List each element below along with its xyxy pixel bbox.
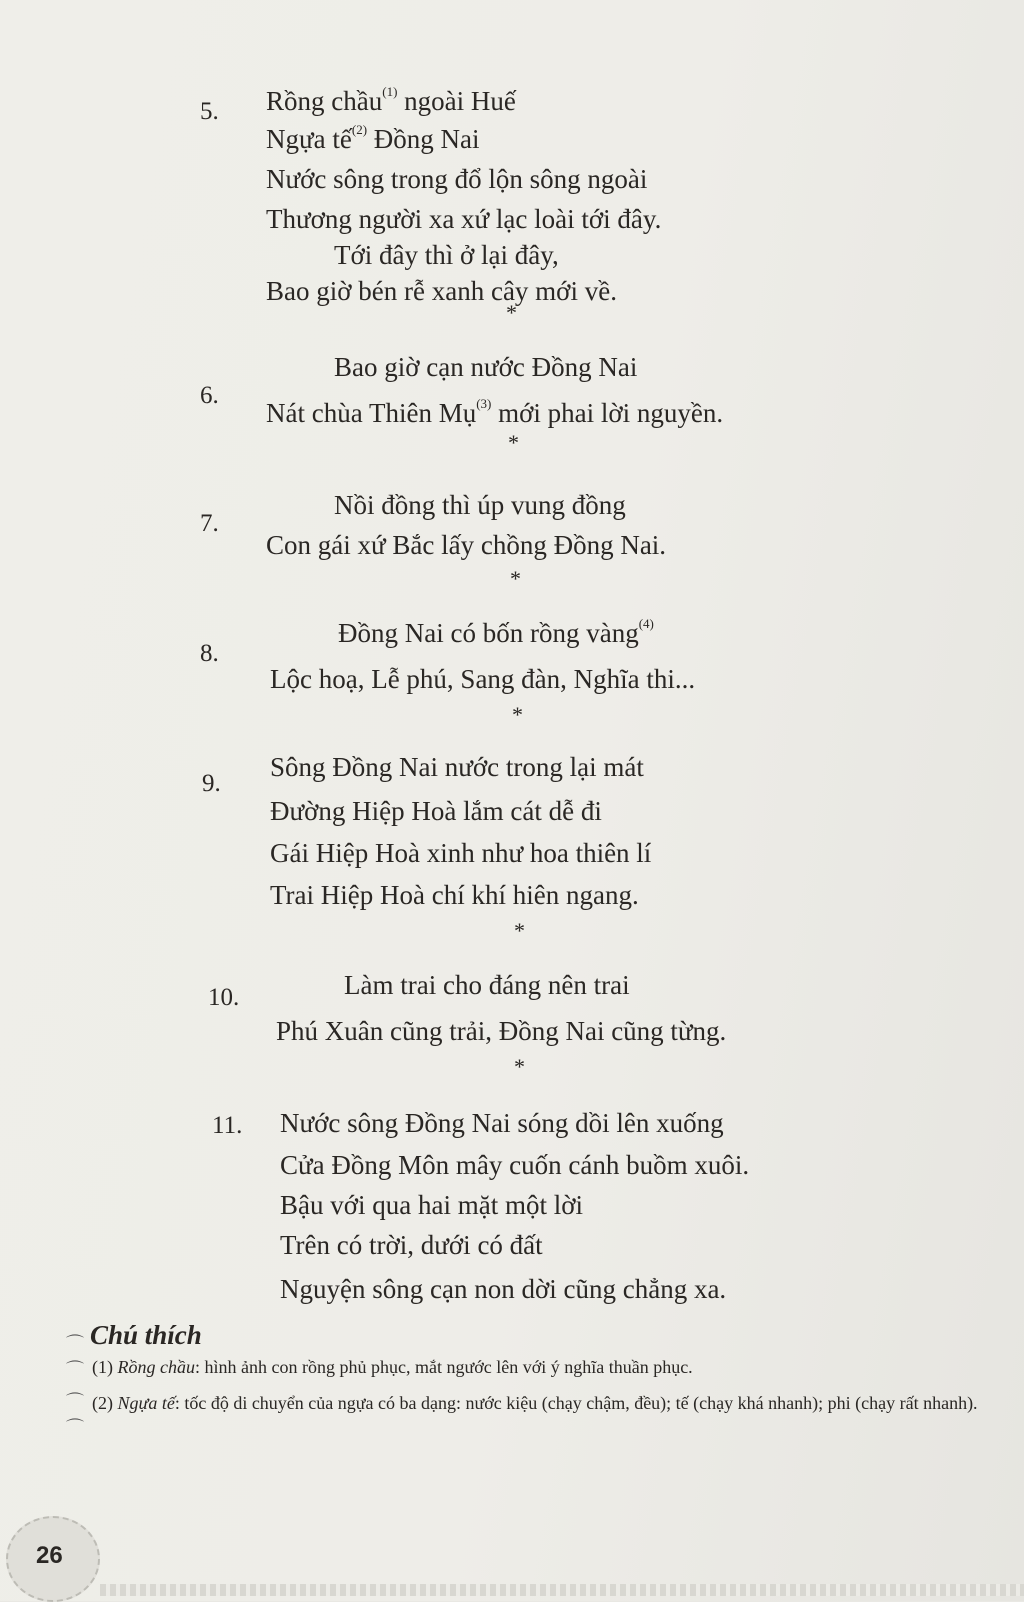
footnote-ref: (2) — [351, 122, 368, 137]
verse-text: Rồng chầu — [266, 86, 383, 116]
verse-separator: * — [510, 566, 521, 591]
verse-line — [334, 352, 637, 383]
notes-title: Chú thích — [90, 1320, 202, 1350]
verse-text: Đồng Nai — [367, 124, 480, 154]
footnote-ref: (1) — [382, 84, 398, 99]
verse-text: ngoài Huế — [397, 86, 516, 116]
verse-text: Nguyện sông cạn non dời cũng chẳng xa. — [280, 1274, 727, 1304]
verse-text: Nước sông trong đổ lộn sông ngoài — [266, 164, 648, 194]
verse-text: mới phai lời nguyền. — [491, 398, 724, 428]
footnote-ref: (3) — [476, 396, 492, 411]
verse-line — [280, 1190, 583, 1221]
verse-separator: * — [514, 1054, 525, 1079]
verse-line — [266, 276, 617, 307]
verse-number: 5. — [200, 98, 219, 125]
footnote-term: Ngựa tế — [117, 1393, 175, 1413]
verse-line — [344, 970, 630, 1001]
verse-line — [270, 796, 602, 827]
verse-text: Sông Đồng Nai nước trong lại mát — [270, 752, 644, 782]
verse-text: Nước sông Đồng Nai sóng dồi lên xuống — [280, 1108, 724, 1138]
footnote-text: : hình ảnh con rồng phủ phục, mắt ngước lên với ý nghĩa thuần phục. — [194, 1357, 693, 1377]
verse-text: Con gái xứ Bắc lấy chồng Đồng Nai. — [266, 530, 667, 560]
verse-separator: * — [508, 430, 519, 455]
verse-line — [266, 164, 647, 195]
verse-text: Bao giờ cạn nước Đồng Nai — [334, 352, 638, 382]
verse-text: Trên có trời, dưới có đất — [280, 1230, 543, 1260]
verse-line — [334, 240, 559, 271]
verse-separator: * — [512, 702, 523, 727]
verse-line — [270, 838, 651, 869]
verse-line — [280, 1274, 726, 1305]
page-number: 26 — [36, 1542, 63, 1569]
verse-text: Đường Hiệp Hoà lắm cát dễ đi — [270, 796, 602, 826]
verse-text: Tới đây thì ở lại đây, — [334, 240, 559, 270]
verse-number: 9. — [202, 770, 221, 797]
verse-line — [270, 752, 644, 783]
verse-text: Gái Hiệp Hoà xinh như hoa thiên lí — [270, 838, 652, 868]
footnote-text: : tốc độ di chuyển của ngựa có ba dạng: nước kiệu (chạy chậm, đều); tế (chạy khá nhanh); phi (chạy rất nhanh). — [174, 1393, 978, 1413]
verse-line — [280, 1108, 724, 1139]
verse-number: 10. — [208, 984, 240, 1011]
footnote-term: Rồng chầu — [117, 1357, 195, 1377]
verse-line — [266, 398, 723, 429]
margin-mark: ⌒ — [66, 1392, 84, 1412]
verse-number: 11. — [212, 1112, 243, 1139]
verse-line — [270, 880, 639, 911]
margin-mark: ⌒ — [66, 1418, 84, 1438]
footnote-label: (2) — [92, 1393, 113, 1413]
verse-text: Cửa Đồng Môn mây cuốn cánh buồm xuôi. — [280, 1150, 750, 1180]
verse-line — [276, 1016, 726, 1047]
margin-mark: ⌒ — [66, 1360, 84, 1380]
verse-line — [280, 1150, 749, 1181]
verse-line — [270, 664, 695, 695]
verse-text: Ngựa tế — [266, 124, 352, 154]
verse-line — [280, 1230, 543, 1261]
verse-line — [338, 618, 654, 649]
footnote-2 — [92, 1388, 1002, 1418]
verse-number: 6. — [200, 382, 219, 409]
footnote-label: (1) — [92, 1357, 113, 1377]
verse-text: Làm trai cho đáng nên trai — [344, 970, 630, 1000]
verse-text: Đồng Nai có bốn rồng vàng — [338, 618, 639, 648]
verse-text: Bao giờ bén rễ xanh cây mới về. — [266, 276, 617, 306]
verse-line — [266, 204, 661, 235]
verse-text: Bậu với qua hai mặt một lời — [280, 1190, 584, 1220]
verse-line — [266, 530, 666, 561]
verse-text: Lộc hoạ, Lễ phú, Sang đàn, Nghĩa thi... — [270, 664, 696, 694]
verse-separator: * — [506, 300, 517, 325]
verse-text: Nồi đồng thì úp vung đồng — [334, 490, 626, 520]
verse-line — [334, 490, 626, 521]
footnote-ref: (4) — [638, 616, 654, 631]
verse-text: Thương người xa xứ lạc loài tới đây. — [266, 204, 662, 234]
margin-mark: ⌒ — [66, 1334, 84, 1354]
verse-number: 8. — [200, 640, 219, 667]
verse-text: Phú Xuân cũng trải, Đồng Nai cũng từng. — [276, 1016, 727, 1046]
verse-text: Trai Hiệp Hoà chí khí hiên ngang. — [270, 880, 639, 910]
verse-line — [266, 86, 516, 117]
verse-number: 7. — [200, 510, 219, 537]
verse-separator: * — [514, 918, 525, 943]
footnote-1 — [92, 1352, 992, 1382]
bottom-border — [100, 1584, 1024, 1596]
verse-line — [266, 124, 480, 155]
verse-text: Nát chùa Thiên Mụ — [266, 398, 477, 428]
